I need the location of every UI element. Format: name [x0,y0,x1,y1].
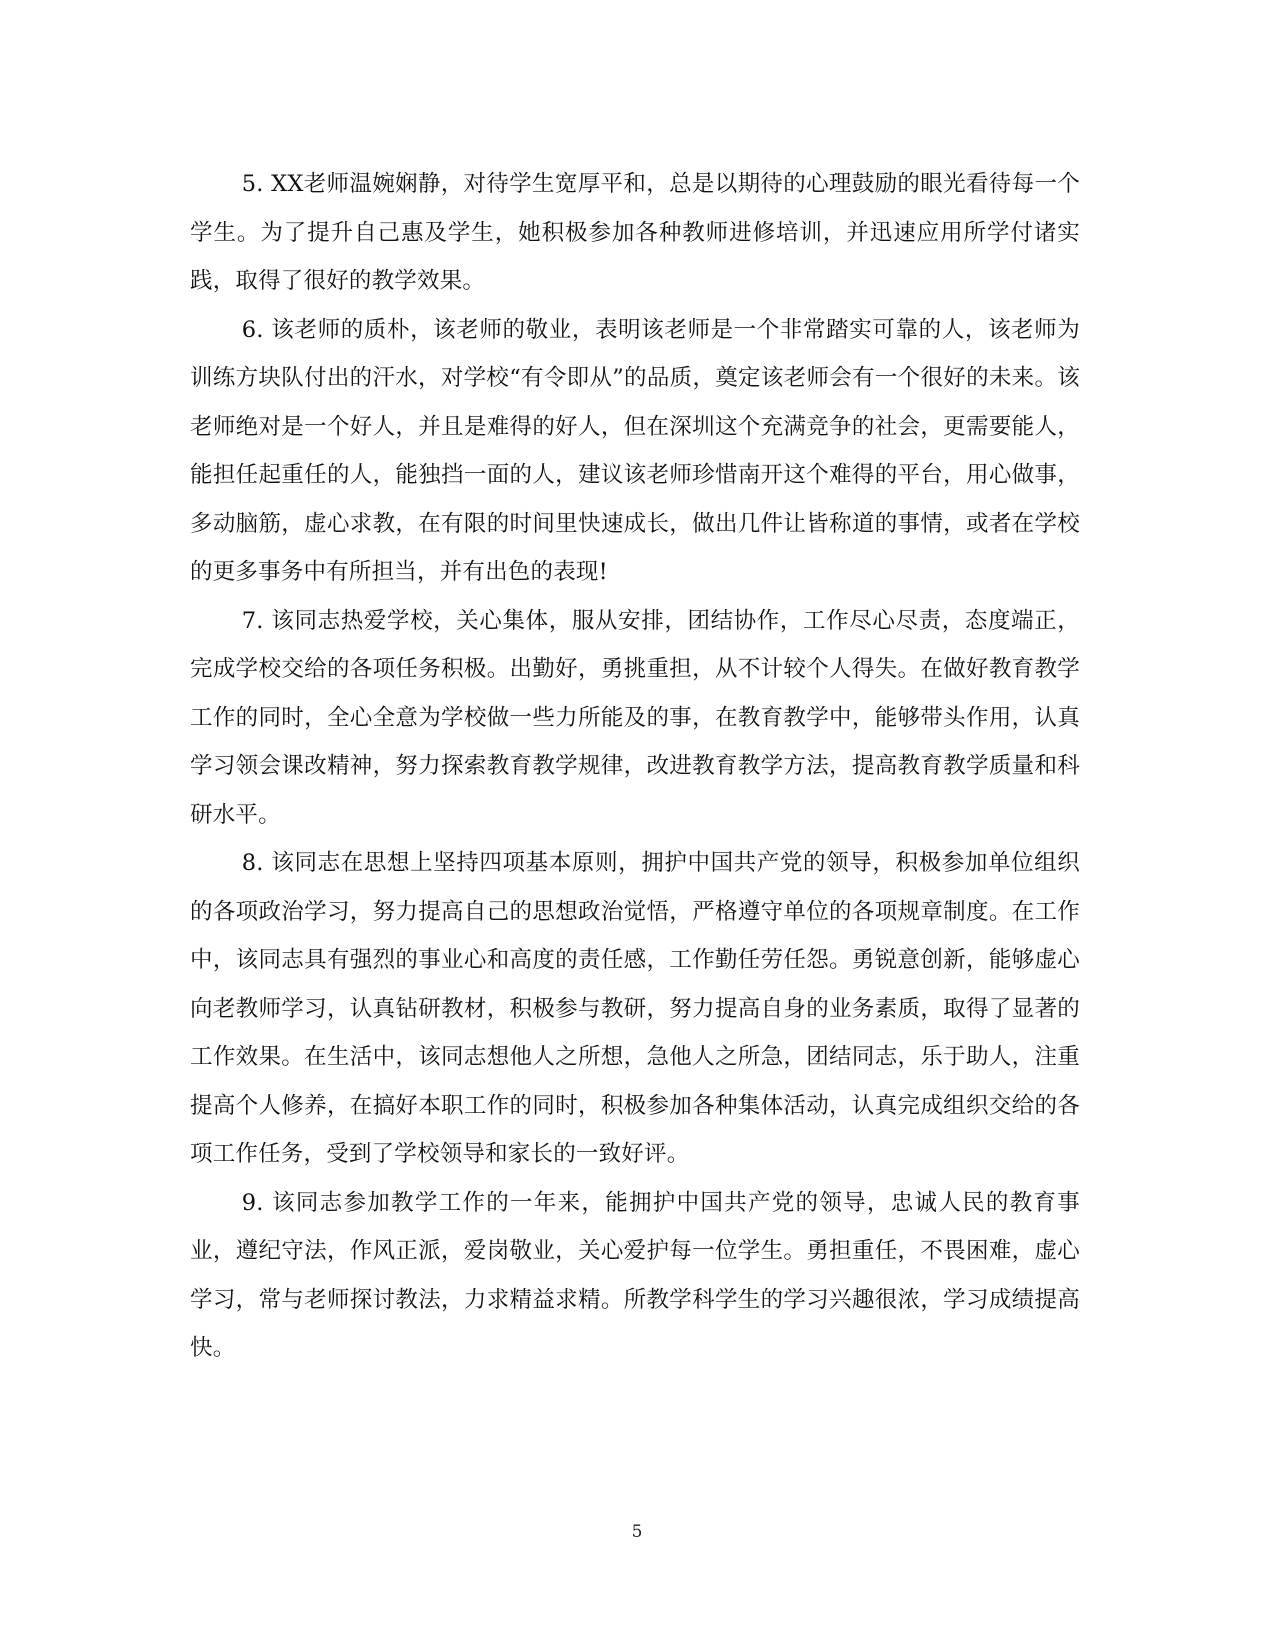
page-number: 5 [631,1522,643,1542]
document-body [190,160,1080,1373]
paragraph-item-5: 5. XX老师温婉娴静，对待学生宽厚平和，总是以期待的心理鼓励的眼光看待每一个学生。为了提升自己惠及学生，她积极参加各种教师进修培训，并迅速应用所学付诸实践，取得了很好的教学效果。 [190,171,1080,294]
paragraph-item-8: 8. 该同志在思想上坚持四项基本原则，拥护中国共产党的领导，积极参加单位组织的各项政治学习，努力提高自己的思想政治觉悟，严格遵守单位的各项规章制度。在工作中，该同志具有强烈的事业心和高度的责任感，工作勤任劳任怨。勇锐意创新，能够虚心向老教师学习，认真钻研教材，积极参与教研，努力提高自身的业务素质，取得了显著的工作效果。在生活中，该同志想他人之所想，急他人之所急，团结同志，乐于助人，注重提高个人修养，在搞好本职工作的同时，积极参加各种集体活动，认真完成组织交给的各项工作任务，受到了学校领导和家长的一致好评。 [190,850,1080,1167]
paragraph-item-9: 9. 该同志参加教学工作的一年来，能拥护中国共产党的领导，忠诚人民的教育事业，遵纪守法，作风正派，爱岗敬业，关心爱护每一位学生。勇担重任，不畏困难，虚心学习，常与老师探讨教法，力求精益求精。所教学科学生的学习兴趣很浓，学习成绩提高快。 [190,1189,1080,1361]
paragraph-item-7: 7. 该同志热爱学校，关心集体，服从安排，团结协作，工作尽心尽责，态度端正，完成学校交给的各项任务积极。出勤好，勇挑重担，从不计较个人得失。在做好教育教学工作的同时，全心全意为学校做一些力所能及的事，在教育教学中，能够带头作用，认真学习领会课改精神，努力探索教育教学规律，改进教育教学方法，提高教育教学质量和科研水平。 [190,607,1080,828]
paragraph-item-6: 6. 该老师的质朴，该老师的敬业，表明该老师是一个非常踏实可靠的人，该老师为训练方块队付出的汗水，对学校“有令即从”的品质，奠定该老师会有一个很好的未来。该老师绝对是一个好人，并且是难得的好人，但在深圳这个充满竞争的社会，更需要能人，能担任起重任的人，能独挡一面的人，建议该老师珍惜南开这个难得的平台，用心做事，多动脑筋，虚心求教，在有限的时间里快速成长，做出几件让皆称道的事情，或者在学校的更多事务中有所担当，并有出色的表现! [190,316,1080,585]
